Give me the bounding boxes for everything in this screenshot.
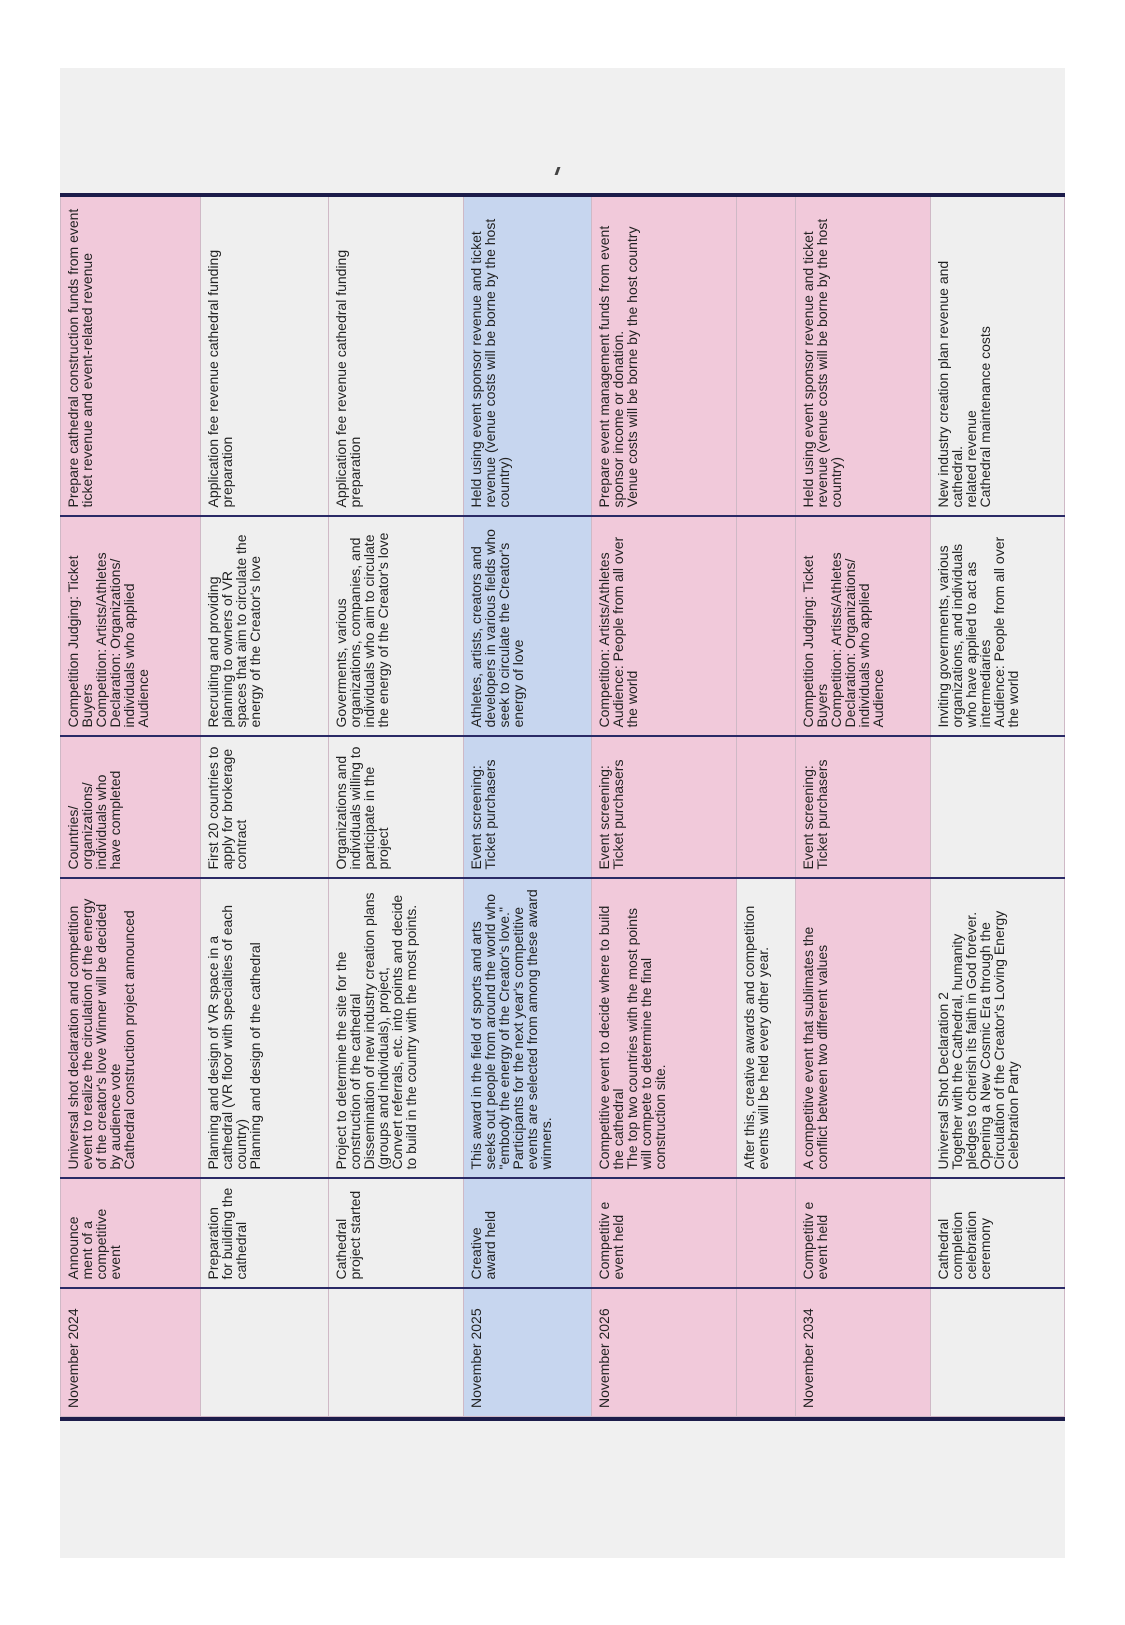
table-row	[200, 197, 329, 1417]
participants-cell	[592, 737, 737, 879]
cell-line: Held using event sponsor revenue and ticket revenue (venue costs will be borne by the host country)	[467, 218, 512, 508]
cell-line: Application fee revenue cathedral funding preparation	[333, 249, 364, 508]
cell-line: Planning and design of VR space in a cathedral (VR floor with specialties of each country)	[204, 904, 249, 1170]
cell-line: Cathedral maintenance costs	[976, 326, 993, 508]
funding-cell	[592, 197, 737, 517]
cell-line: Audience	[870, 669, 887, 728]
stakeholders-cell	[592, 517, 737, 737]
cell-line: Competition: Artists/Athletes	[93, 552, 109, 728]
table-row	[329, 197, 463, 1417]
stakeholders-cell	[329, 517, 463, 737]
cell-line: Prepare event management funds from event sponsor income or donation.	[596, 225, 627, 508]
date-cell	[796, 1289, 930, 1417]
cell-line: Competitive event to decide where to build the cathedral	[596, 905, 627, 1170]
cell-line: First 20 countries to apply for brokerage contract	[204, 746, 249, 870]
stakeholders-cell	[61, 517, 201, 737]
description-cell	[463, 879, 592, 1179]
participants-cell	[930, 737, 1064, 879]
description-cell	[592, 879, 737, 1179]
event-cell	[796, 1179, 930, 1289]
cell-line: Prepare cathedral construction funds from event ticket revenue and event-related revenue	[65, 208, 95, 508]
event-cell	[737, 1179, 796, 1289]
cell-line: Project to determine the site for the construction of the cathedral	[333, 951, 364, 1170]
date-cell	[463, 1289, 592, 1417]
cell-line: Planning and design of the cathedral	[246, 942, 263, 1170]
cell-line: Goverments, various organizations, companies, and individuals who aim to circulate the energy of the Creator's love	[333, 532, 392, 728]
cell-line: Inviting governments, various organizations, and individuals who have applied to act as intermediaries	[934, 543, 993, 728]
stakeholders-cell	[463, 517, 592, 737]
cell-line: This award in the field of sports and arts seeks out people from around the world who "embody the energy of the Creator's love."	[467, 894, 512, 1170]
rotated-table-container	[60, 197, 1065, 1417]
stakeholders-cell	[796, 517, 930, 737]
date-cell	[737, 1289, 796, 1417]
event-cell	[329, 1179, 463, 1289]
cell-line: Convert referrals, etc. into points and decide to build in the country with the most points.	[389, 894, 420, 1170]
date-cell	[329, 1289, 463, 1417]
cell-line: Audience: People from all over the world	[990, 536, 1021, 728]
event-cell	[592, 1179, 737, 1289]
description-cell	[930, 879, 1064, 1179]
cell-line: Audience	[135, 669, 151, 728]
event-cell	[200, 1179, 329, 1289]
cell-line: Universal Shot Declaration 2	[934, 992, 951, 1170]
cell-line: Cathedral completion celebration ceremony	[934, 1211, 993, 1280]
cell-line: The top two countries with the most points will compete to determine the final construction site.	[624, 908, 669, 1170]
stakeholders-cell	[930, 517, 1064, 737]
description-cell	[329, 879, 463, 1179]
funding-cell	[61, 197, 201, 517]
cell-line: Opening a New Cosmic Era through the Circulation of the Creator's Loving Energy Celebration Party	[976, 910, 1021, 1170]
participants-cell	[329, 737, 463, 879]
cell-line: Held using event sponsor revenue and ticket revenue (venue costs will be borne by the host country)	[800, 218, 845, 508]
cell-line: Event screening: Ticket purchasers	[467, 759, 498, 870]
cell-line: Competitiv e event held	[596, 1201, 627, 1280]
roadmap-table-frame	[60, 193, 1065, 1421]
cell-line: Countries/ organizations/ individuals who have completed	[65, 770, 123, 870]
table-row	[737, 197, 796, 1417]
event-cell	[930, 1179, 1064, 1289]
participants-cell	[737, 737, 796, 879]
cell-line: November 2024	[65, 1308, 81, 1408]
cell-line: related revenue	[962, 410, 979, 508]
table-row	[463, 197, 592, 1417]
cell-line: Organizations and individuals willing to participate in the project	[333, 746, 392, 870]
cell-line: A competitive event that sublimates the conflict between two different values	[800, 926, 831, 1170]
cell-line: November 2025	[467, 1308, 484, 1408]
cell-line: Venue costs will be borne by the host country	[624, 226, 641, 508]
cell-line: Dissemination of new industry creation plans (groups and individuals), project,	[361, 892, 392, 1170]
funding-cell	[796, 197, 930, 517]
cell-line: Competition: Artists/Athletes	[596, 552, 613, 728]
cell-line: Athletes, artists, creators and developers in various fields who seek to circulate the Creator's energy of love	[467, 529, 526, 728]
stakeholders-cell	[200, 517, 329, 737]
funding-cell	[737, 197, 796, 517]
cell-line: Cathedral construction project announced	[121, 910, 137, 1170]
cell-line: Universal shot declaration and competition event to realize the circulation of the energy of the creator's love Winner will be decided by audience vote	[65, 898, 123, 1170]
cell-line: Recruiting and providing planning to owners of VR spaces that aim to circulate the energy of the Creator's love	[204, 534, 263, 728]
cell-line: Announce ment of a competitive event	[65, 1208, 123, 1280]
stakeholders-cell	[737, 517, 796, 737]
participants-cell	[61, 737, 201, 879]
cell-line: New industry creation plan revenue and cathedral.	[934, 260, 965, 508]
cell-line: November 2026	[596, 1308, 613, 1408]
cell-line: Participants for the next year's competitive events are selected from among these award winners.	[509, 889, 554, 1170]
table-row	[930, 197, 1064, 1417]
participants-cell	[796, 737, 930, 879]
description-cell	[61, 879, 201, 1179]
description-cell	[796, 879, 930, 1179]
cell-line: Declaration: Organizations/ individuals who applied	[842, 558, 873, 728]
table-row	[61, 197, 201, 1417]
description-cell	[737, 879, 796, 1179]
description-cell	[200, 879, 329, 1179]
cell-line: Event screening: Ticket purchasers	[800, 759, 831, 870]
date-cell	[930, 1289, 1064, 1417]
event-cell	[463, 1179, 592, 1289]
cell-line: Competitiv e event held	[800, 1201, 831, 1280]
cell-line: Preparation for building the cathedral	[204, 1187, 249, 1280]
cell-line: Competition Judging: Ticket Buyers	[800, 555, 831, 728]
cell-line: After this, creative awards and competition events will be held every other year.	[741, 905, 772, 1170]
cell-line: Event screening: Ticket purchasers	[596, 759, 627, 870]
table-row	[592, 197, 737, 1417]
funding-cell	[930, 197, 1064, 517]
table-row	[796, 197, 930, 1417]
date-cell	[200, 1289, 329, 1417]
date-cell	[592, 1289, 737, 1417]
date-cell	[61, 1289, 201, 1417]
participants-cell	[200, 737, 329, 879]
funding-cell	[329, 197, 463, 517]
cell-line: Cathedral project started	[333, 1190, 364, 1280]
funding-cell	[200, 197, 329, 517]
cell-line: Competition: Artists/Athletes	[828, 552, 845, 728]
event-cell	[61, 1179, 201, 1289]
cell-line: Together with the Cathedral, humanity pledges to cherish its faith in God forever.	[948, 911, 979, 1170]
roadmap-table	[60, 196, 1065, 1417]
cell-line: Declaration: Organizations/ individuals who applied	[107, 558, 137, 728]
funding-cell	[463, 197, 592, 517]
cell-line: Competition Judging: Ticket Buyers	[65, 555, 95, 728]
cell-line: November 2034	[800, 1308, 817, 1408]
cell-line: Application fee revenue cathedral funding preparation	[204, 249, 235, 508]
cell-line: Creative award held	[467, 1211, 498, 1280]
participants-cell	[463, 737, 592, 879]
cell-line: Audience: People from all over the world	[610, 536, 641, 728]
